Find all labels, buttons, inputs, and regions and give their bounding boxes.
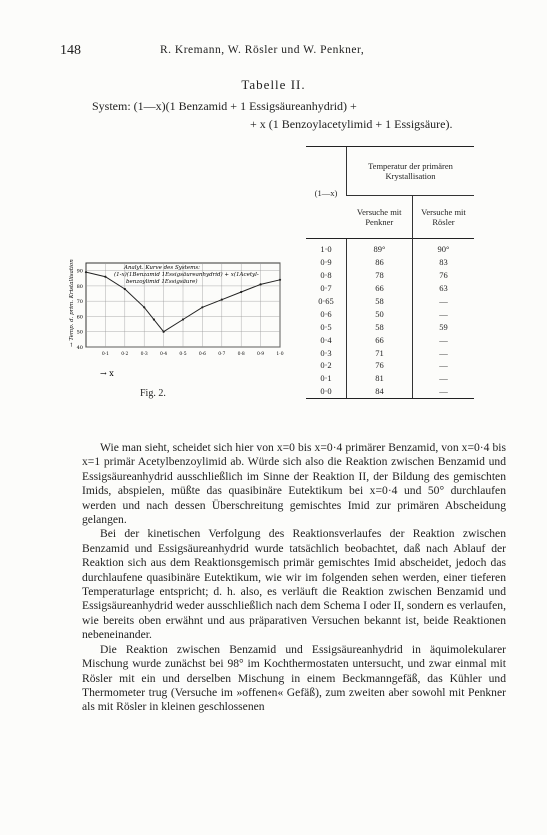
system-line-2: + x (1 Benzoylacetylimid + 1 Essigsäure). <box>250 117 453 131</box>
cell-x: 0·6 <box>320 308 332 319</box>
system-description <box>92 97 453 133</box>
cell-penkner: 81 <box>347 372 413 385</box>
table-row <box>306 282 474 295</box>
table-row <box>306 256 474 269</box>
y-tick-label: 60 <box>76 314 83 321</box>
phase-diagram <box>64 253 288 388</box>
table-row <box>306 333 474 346</box>
x-tick-label: 0·8 <box>237 352 245 357</box>
col-header-x: (1—x) <box>306 147 347 239</box>
cell-x: 0·8 <box>320 270 332 281</box>
cell-roesler: 59 <box>412 320 474 333</box>
cell-x: 0·1 <box>320 373 332 384</box>
data-point <box>201 306 203 308</box>
cell-x: 0·3 <box>320 347 332 358</box>
paragraph: Die Reaktion zwischen Benzamid und Essigsäureanhydrid in äquimolekularer Mischung wurde zunächst bei 98° im Kochthermostaten untersucht, und zwar einmal mit Rösler mit ein und derselben Mischung in einem Beckmanngefäß, das Kühler und Thermometer trug (Versuche im »offenen« Gefäß), zum zweiten aber sowohl mit Penkner als mit Rösler in kleinen geschlossenen <box>82 642 506 714</box>
data-point <box>260 283 262 285</box>
y-tick-label: 40 <box>76 345 83 351</box>
data-point <box>104 276 106 278</box>
cell-roesler: — <box>412 346 474 359</box>
x-tick-label: 0·4 <box>160 352 168 357</box>
y-tick-label: 90 <box>76 268 83 275</box>
paragraph: Wie man sieht, scheidet sich hier von x=0 bis x=0·4 primärer Benzamid, von x=0·4 bis x=1 primär Acetylbenzoylimid ab. Würde sich also die Reaktion zwischen Benzamid und Essigsäureanhydrid ausschließlich im Sinne der Reaktion II, der Bildung des gemischten Imids, abspielen, müßte das quasibinäre Eutektikum bei x=0·4 und 50° durchlaufen werden und nach dessen Überschreitung gemischtes Imid zur primären Abscheidung gelangen. <box>82 441 506 527</box>
table-row <box>306 320 474 333</box>
data-point <box>182 318 184 320</box>
cell-penkner: 84 <box>347 385 413 398</box>
data-table <box>306 146 474 399</box>
y-tick-label: 70 <box>76 299 83 306</box>
running-head-authors: R. Kremann, W. Rösler und W. Penkner, <box>160 44 365 56</box>
body-text <box>82 441 506 715</box>
cell-x: 0·5 <box>320 321 332 332</box>
table-row <box>306 295 474 308</box>
cell-x: 0·2 <box>320 360 332 371</box>
data-point <box>153 318 155 320</box>
col-header-temperature: Temperatur der primären Krystallisation <box>347 147 475 196</box>
cell-x: 0·0 <box>306 385 347 398</box>
paragraph: Bei der kinetischen Verfolgung des Reaktionsverlaufes der Reaktion zwischen Benzamid und Essigsäureanhydrid wurde tatsächlich beobachtet, daß nach Ablauf der Reaktion sich aus dem Reaktionsgemisch primär gemischtes Imid abscheidet, jedoch das durchlaufene quasibinäre Eutektikum, wie wir im folgenden sehen werden, einer tieferen Temperaturlage entspricht; d. h. also, es verläuft die Reaktion zwischen Benzamid und Essigsäureanhydrid weder ausschließlich nach dem Schema I oder II, sondern es verlaufen, wie bereits oben erwähnt und aus präparativen Versuchen bekannt ist, beide Reaktionen nebeneinander. <box>82 527 506 642</box>
x-tick-label: 0·5 <box>179 352 187 357</box>
cell-penkner: 71 <box>347 346 413 359</box>
table-row <box>306 269 474 282</box>
y-tick-label: 80 <box>76 283 83 290</box>
cell-roesler: 90° <box>412 239 474 256</box>
table-row <box>306 359 474 372</box>
cell-penkner: 58 <box>347 320 413 333</box>
table-row <box>306 372 474 385</box>
table-row <box>306 385 474 398</box>
data-point <box>163 331 165 333</box>
x-tick-label: 1·0 <box>276 352 284 357</box>
cell-penkner: 66 <box>347 282 413 295</box>
page-number: 148 <box>60 43 81 58</box>
cell-penkner: 89° <box>347 239 413 256</box>
x-tick-label: 0·7 <box>218 352 226 357</box>
x-tick-label: 0·6 <box>198 352 206 357</box>
cell-x: 0·65 <box>318 296 334 306</box>
x-tick-labels <box>102 351 284 357</box>
figure-caption: Fig. 2. <box>140 388 166 399</box>
cell-x: 0·9 <box>320 257 332 268</box>
x-tick-label: 0·9 <box>257 352 265 357</box>
cell-penkner: 50 <box>347 307 413 320</box>
x-tick-label: 0·1 <box>101 352 109 357</box>
cell-penkner: 86 <box>347 256 413 269</box>
figure-2 <box>64 253 288 403</box>
cell-roesler: — <box>412 333 474 346</box>
data-point <box>85 271 87 273</box>
data-point <box>124 288 126 290</box>
col-header-penkner: Versuche mit Penkner <box>356 207 402 227</box>
table-row <box>306 307 474 320</box>
cell-roesler: — <box>412 307 474 320</box>
cell-penkner: 66 <box>347 333 413 346</box>
legend-line-3: benzoylimid 1Essigsäure) <box>126 279 198 285</box>
data-point <box>221 299 223 301</box>
data-point <box>240 291 242 293</box>
cell-roesler: 76 <box>412 269 474 282</box>
cell-roesler: — <box>412 385 474 398</box>
cell-penkner: 76 <box>347 359 413 372</box>
x-tick-label: 0·3 <box>140 352 148 357</box>
table-row <box>306 239 474 256</box>
cell-roesler: 63 <box>412 282 474 295</box>
y-tick-label: 50 <box>76 329 83 336</box>
data-point <box>143 306 145 308</box>
legend-line-2: (1-x)(1Benzamid 1Essigsäureanhydrid) + x(1Acetyl- <box>114 272 259 278</box>
cell-x: 0·4 <box>320 334 332 345</box>
cell-penkner: 78 <box>347 269 413 282</box>
y-tick-labels <box>77 269 83 351</box>
col-header-roesler: Versuche mit Rösler <box>412 196 474 239</box>
cell-x: 0·7 <box>320 283 332 294</box>
table-title: Tabelle II. <box>241 77 306 92</box>
x-axis-arrow: → x <box>100 369 114 378</box>
cell-roesler: — <box>412 372 474 385</box>
y-axis-label: → Temp. d. prim. Kristallisation <box>69 259 75 347</box>
cell-x: 1·0 <box>306 239 347 256</box>
x-tick-label: 0·2 <box>121 352 129 357</box>
legend-line-1: Analyt. Kurve des Systems: <box>124 265 201 271</box>
cell-roesler: — <box>412 359 474 372</box>
running-header <box>60 43 497 61</box>
data-point <box>279 279 281 281</box>
cell-roesler: — <box>412 295 474 308</box>
cell-penkner: 58 <box>347 295 413 308</box>
cell-roesler: 83 <box>412 256 474 269</box>
table-body <box>306 239 474 399</box>
system-line-1: System: (1—x)(1 Benzamid + 1 Essigsäureanhydrid) + <box>92 99 357 113</box>
table-row <box>306 346 474 359</box>
